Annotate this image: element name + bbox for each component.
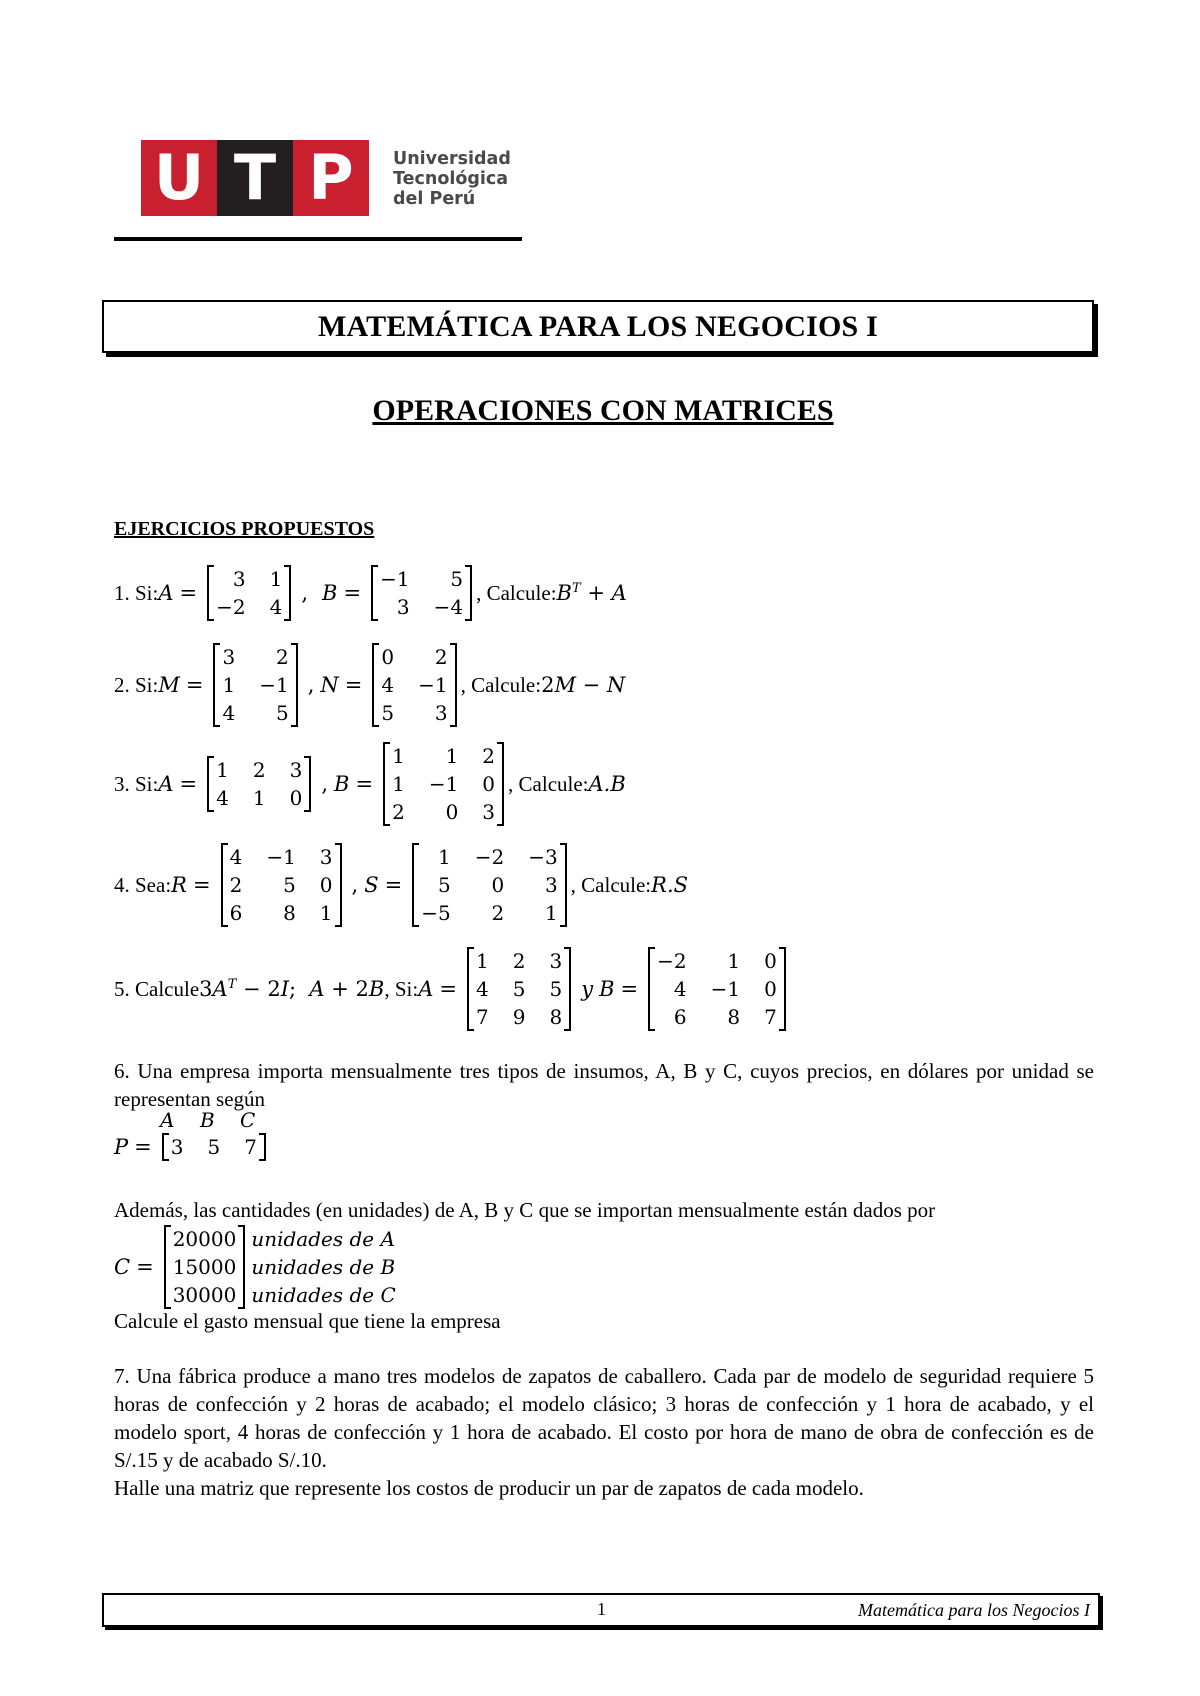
matrix-cell: 0 xyxy=(381,645,395,669)
matrix-cell: 3 xyxy=(289,758,303,782)
matrix-cell: −1 xyxy=(418,673,448,697)
matrix-cell: 1 xyxy=(269,567,283,591)
problem-6-text: 6. Una empresa importa mensualmente tres tipos de insumos, A, B y C, cuyos precios, en dólares por unidad se representan según xyxy=(114,1059,1094,1111)
matrix-cell: 4 xyxy=(381,673,395,697)
matrix-cell: 0 xyxy=(491,873,505,897)
matrix-cell: 1 xyxy=(475,949,489,973)
matrix-cell: 0 xyxy=(445,800,459,824)
matrix-cell: −2 xyxy=(216,595,246,619)
utp-logo xyxy=(141,140,369,216)
matrix-cell: 7 xyxy=(764,1005,777,1029)
matrix-cell: 1 xyxy=(252,786,266,810)
matrix-cell: 7 xyxy=(475,1005,489,1029)
page-footer xyxy=(102,1593,1100,1627)
matrix-cell: 1 xyxy=(392,772,405,796)
document-subtitle: OPERACIONES CON MATRICES xyxy=(372,394,834,427)
matrix-cell: 8 xyxy=(549,1005,563,1029)
title-box xyxy=(102,300,1094,353)
matrix-cell: −1 xyxy=(266,845,296,869)
matrix-cell: 0 xyxy=(764,949,777,973)
matrix-cell: 5 xyxy=(437,873,451,897)
matrix-p xyxy=(162,1133,266,1161)
page-number: 1 xyxy=(597,1599,606,1619)
matrix-cell: 2 xyxy=(275,645,289,669)
matrix-cell: 1 xyxy=(727,949,741,973)
matrix-cell: 2 xyxy=(434,645,448,669)
matrix-cell: 8 xyxy=(727,1005,741,1029)
matrix-cell: 1 xyxy=(392,744,405,768)
matrix-m xyxy=(213,643,297,727)
matrix-cell: 5 xyxy=(275,701,289,725)
units-list: unidades de A unidades de B unidades de C xyxy=(251,1227,396,1307)
matrix-cell: 4 xyxy=(229,845,243,869)
problem-4: 4. Sea: R = 4 −1 3 2 5 0 6 8 1 , S = 1 −2 −3 5 0 3 −5 2 1 , Calcule: R.S xyxy=(114,845,689,925)
matrix-cell: 1 xyxy=(544,901,558,925)
expression: R.S xyxy=(651,873,689,897)
matrix-cell: 4 xyxy=(222,701,236,725)
matrix-cell: 1 xyxy=(445,744,459,768)
matrix-cell: 3 xyxy=(396,595,410,619)
matrix-cell: 0 xyxy=(482,772,496,796)
matrix-cell: 20000 xyxy=(172,1227,237,1251)
matrix-cell: 5 xyxy=(512,977,526,1001)
matrix-cell: −2 xyxy=(657,949,687,973)
logo-text: Universidad Tecnológica del Perú xyxy=(393,149,511,209)
problem-6-text-3: Calcule el gasto mensual que tiene la empresa xyxy=(114,1309,501,1333)
expression: $B^T + A$ xyxy=(556,581,627,605)
problem-6-text-2: Además, las cantidades (en unidades) de A, B y C que se importan mensualmente están dados por xyxy=(114,1198,936,1222)
matrix-cell: 6 xyxy=(229,901,243,925)
problem-2: 2. Si: M = 3 2 1 −1 4 5 , N = 0 2 4 −1 5 3 , Calcule: 2M − N xyxy=(114,645,626,725)
matrix-cell: −1 xyxy=(380,567,410,591)
matrix-r xyxy=(221,843,342,927)
matrix-cell: 2 xyxy=(491,901,505,925)
matrix-cell: −1 xyxy=(259,673,289,697)
matrix-b xyxy=(383,742,504,826)
logo-letter-t: T xyxy=(217,140,293,216)
matrix-cell: 4 xyxy=(269,595,283,619)
matrix-cell: 3 xyxy=(482,800,496,824)
matrix-cell: 4 xyxy=(673,977,687,1001)
expression: A.B xyxy=(588,772,626,796)
matrix-a xyxy=(467,947,571,1031)
problem-7-text-2: Halle una matriz que represente los costos de producir un par de zapatos de cada modelo. xyxy=(114,1476,864,1500)
header-rule xyxy=(114,237,522,241)
matrix-cell: 1 xyxy=(437,845,451,869)
matrix-cell: 2 xyxy=(229,873,243,897)
matrix-p-row: P = 3 5 7 xyxy=(114,1133,270,1161)
matrix-cell: 9 xyxy=(512,1005,526,1029)
matrix-cell: −2 xyxy=(474,845,505,869)
matrix-cell: 3 xyxy=(232,567,246,591)
matrix-cell: 4 xyxy=(216,786,229,810)
matrix-cell: 0 xyxy=(764,977,777,1001)
problem-1: 1. Si: A = 3 1 −2 4 , B = −1 5 3 −4 , Calcule: $B^T + A$ xyxy=(114,567,627,619)
matrix-b xyxy=(648,947,786,1031)
matrix-cell: 1 xyxy=(319,901,333,925)
matrix-cell: 7 xyxy=(244,1135,257,1159)
logo-letter-p: P xyxy=(293,140,369,216)
matrix-a xyxy=(207,756,311,812)
problem-5: 5. Calcule $3A^T - 2I$; A + 2B , Si: A = 1 2 3 4 5 5 7 9 8 y B = −2 1 0 4 −1 0 6 8 7 xyxy=(114,947,790,1031)
matrix-cell: 30000 xyxy=(172,1283,237,1307)
matrix-cell: 8 xyxy=(283,901,296,925)
matrix-cell: 5 xyxy=(207,1135,221,1159)
matrix-cell: −5 xyxy=(421,901,451,925)
matrix-c-row: C = 20000 15000 30000 unidades de A unidades de B unidades de C xyxy=(114,1227,396,1307)
matrix-cell: 2 xyxy=(252,758,266,782)
matrix-cell: 3 xyxy=(222,645,236,669)
footer-title: Matemática para los Negocios I xyxy=(858,1600,1090,1620)
matrix-cell: 2 xyxy=(392,800,405,824)
matrix-cell: 0 xyxy=(319,873,333,897)
price-labels: A B C xyxy=(160,1108,256,1132)
matrix-cell: 3 xyxy=(544,873,558,897)
matrix-c xyxy=(164,1225,246,1309)
matrix-cell: 15000 xyxy=(172,1255,237,1279)
matrix-cell: 5 xyxy=(549,977,563,1001)
matrix-s xyxy=(412,843,566,927)
document-title: MATEMÁTICA PARA LOS NEGOCIOS I xyxy=(318,309,878,343)
matrix-cell: −1 xyxy=(710,977,741,1001)
matrix-cell: 0 xyxy=(289,786,303,810)
matrix-cell: 3 xyxy=(434,701,448,725)
problem-7-text: 7. Una fábrica produce a mano tres modelos de zapatos de caballero. Cada par de modelo de seguridad requiere 5 horas de confección y 2 horas de acabado; el modelo clásico; 3 horas de confección y 1 hora de acabado, y el modelo sport, 4 horas de confección y 1 hora de acabado. El costo por hora de mano de obra de confección es de S/.15 y de acabado S/.10. xyxy=(114,1364,1094,1472)
matrix-cell: 2 xyxy=(482,744,496,768)
matrix-cell: 5 xyxy=(283,873,296,897)
matrix-b xyxy=(371,565,472,621)
problem-3: 3. Si: A = 1 2 3 4 1 0 , B = 1 1 2 1 −1 0 2 0 3 , Calcule: A.B xyxy=(114,744,626,824)
matrix-cell: 6 xyxy=(673,1005,687,1029)
expression: 2M − N xyxy=(541,673,626,697)
matrix-cell: −1 xyxy=(428,772,459,796)
matrix-cell: 1 xyxy=(222,673,236,697)
matrix-a xyxy=(207,565,291,621)
matrix-n xyxy=(372,643,456,727)
matrix-cell: 5 xyxy=(381,701,395,725)
matrix-cell: 3 xyxy=(170,1135,184,1159)
expression: $3A^T - 2I$; A + 2B xyxy=(199,977,385,1001)
matrix-cell: −4 xyxy=(433,595,464,619)
matrix-cell: 5 xyxy=(450,567,464,591)
matrix-cell: 3 xyxy=(549,949,563,973)
matrix-cell: 4 xyxy=(475,977,489,1001)
section-heading: EJERCICIOS PROPUESTOS xyxy=(114,518,375,540)
matrix-cell: −3 xyxy=(528,845,558,869)
matrix-cell: 1 xyxy=(216,758,229,782)
matrix-cell: 2 xyxy=(512,949,526,973)
logo-letter-u: U xyxy=(141,140,217,216)
matrix-cell: 3 xyxy=(319,845,333,869)
